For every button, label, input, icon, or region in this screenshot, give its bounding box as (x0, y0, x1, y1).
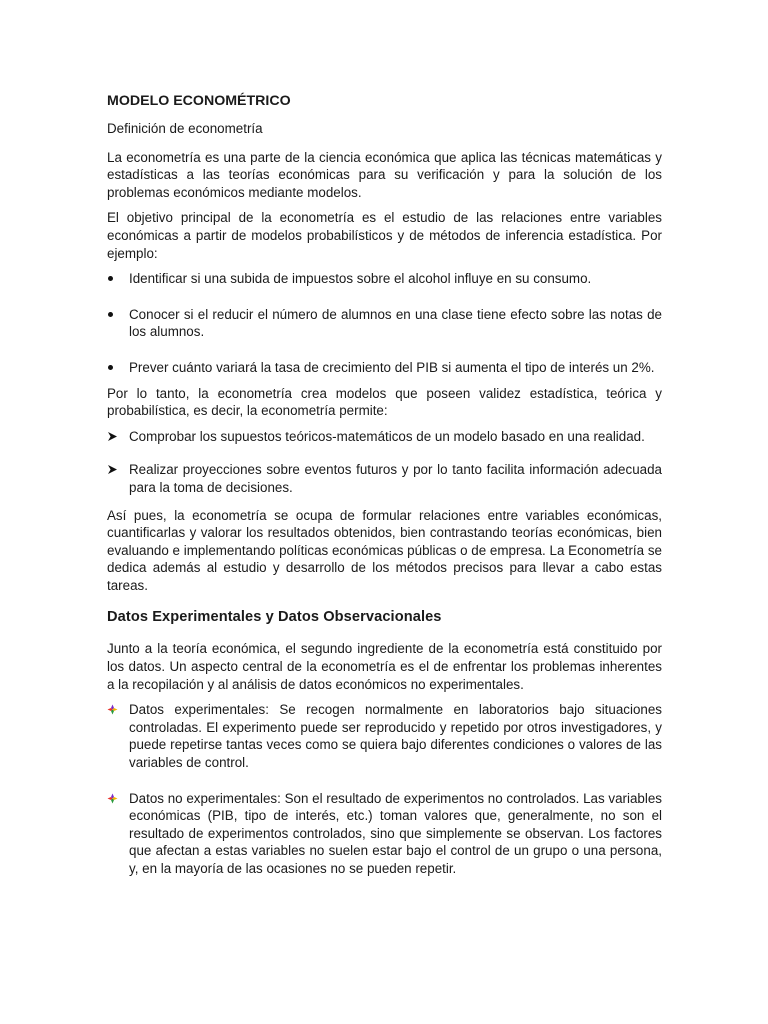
document-subtitle: Definición de econometría (107, 121, 263, 136)
paragraph-therefore: Por lo tanto, la econometría crea modelos que poseen validez estadística, teórica y probabilística, es decir, la econometría permite: (107, 385, 662, 419)
list-item (107, 701, 662, 771)
list-item (107, 790, 662, 878)
list-item-text: Realizar proyecciones sobre eventos futuros y por lo tanto facilita información adecuada para la toma de decisiones. (129, 462, 662, 495)
paragraph-definition: La econometría es una parte de la ciencia económica que aplica las técnicas matemáticas y estadísticas a las teorías económicas para su verificación y para la solución de los problemas económicos mediante modelos. (107, 149, 662, 200)
list-item-text: Comprobar los supuestos teóricos-matemáticos de un modelo basado en una realidad. (129, 428, 645, 444)
bullet-dot-icon (107, 359, 121, 376)
colored-diamond-bullet-icon (107, 790, 121, 807)
allows-list (107, 428, 662, 497)
list-item (107, 428, 662, 446)
list-item (107, 306, 662, 341)
paragraph-objective: El objetivo principal de la econometría es el estudio de las relaciones entre variables económicas a partir de modelos probabilísticos y de métodos de inferencia estadística. Por ejemplo: (107, 210, 662, 261)
list-item-text: Identificar si una subida de impuestos sobre el alcohol influye en su consumo. (129, 271, 592, 287)
colored-diamond-bullet-icon (107, 701, 121, 718)
list-item-text: Datos no experimentales: Son el resultado de experimentos no controlados. Las variables económicas (PIB, tipo de interés, etc.) toman valores que, generalmente, no son el resultado de experimentos controlados, sino que simplemente se observan. Los factores que afectan a estas variables no suelen estar bajo el control de un grupo o una persona, y, en la mayoría de las ocasiones no se pueden repetir. (129, 790, 662, 876)
list-item-text: Conocer si el reducir el número de alumnos en una clase tiene efecto sobre las notas de los alumnos. (129, 306, 662, 340)
paragraph-data-intro: Junto a la teoría económica, el segundo ingrediente de la econometría está constituido por los datos. Un aspecto central de la econometría es el de enfrentar los problemas inherentes a la recopilación y al análisis de datos económicos no experimentales. (107, 641, 662, 692)
arrowhead-bullet-icon (107, 461, 121, 478)
data-types-list (107, 701, 662, 877)
list-item (107, 270, 662, 288)
list-item-text: Datos experimentales: Se recogen normalmente en laboratorios bajo situaciones controladas. El experimento puede ser reproducido y repetido por otros investigadores, y puede repetirse tantas veces como se quiera bajo diferentes condiciones o valores de las variables de control. (129, 702, 662, 771)
list-item (107, 359, 662, 377)
list-item-text: Prever cuánto variará la tasa de crecimiento del PIB si aumenta el tipo de interés un 2%. (129, 359, 655, 375)
bullet-dot-icon (107, 270, 121, 287)
list-item (107, 461, 662, 496)
examples-list (107, 270, 662, 376)
document-title: MODELO ECONOMÉTRICO (107, 93, 291, 109)
arrowhead-bullet-icon (107, 428, 121, 445)
section-heading: Datos Experimentales y Datos Observacionales (107, 609, 442, 626)
paragraph-conclusion: Así pues, la econometría se ocupa de formular relaciones entre variables económicas, cuantificarlas y valorar los resultados obtenidos, bien contrastando teorías económicas, bien evaluando e implementando políticas económicas públicas o de empresa. La Econometría se dedica además al estudio y desarrollo de los métodos precisos para llevar a cabo estas tareas. (107, 507, 662, 593)
bullet-dot-icon (107, 306, 121, 323)
